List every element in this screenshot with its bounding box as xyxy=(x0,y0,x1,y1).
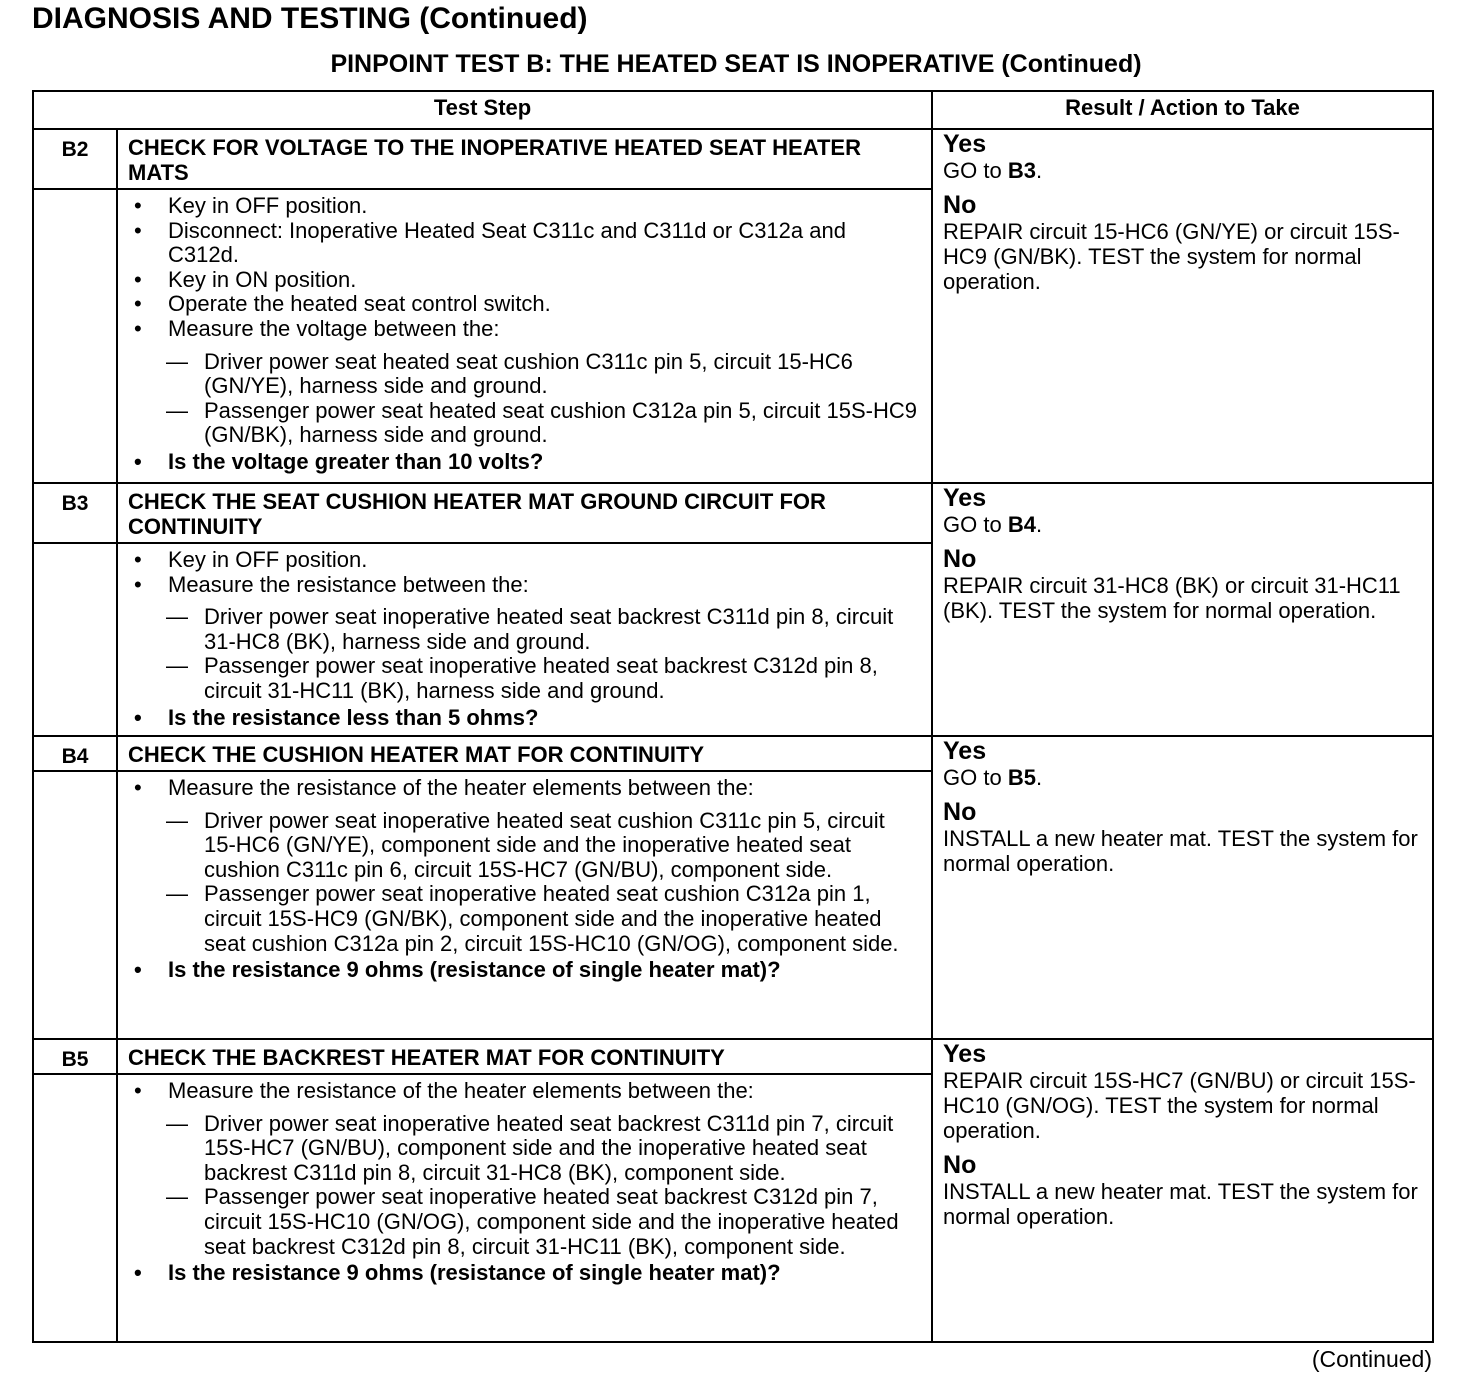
dash-container xyxy=(128,350,921,448)
step-bullet: • Operate the heated seat control switch. xyxy=(128,292,921,317)
step-dash-item: — Driver power seat inoperative heated seat backrest C311d pin 8, circuit 31-HC8 (BK), harness side and ground. xyxy=(166,605,921,654)
step-body xyxy=(117,543,932,736)
table-header-row xyxy=(33,91,1433,129)
step-question: • Is the resistance 9 ohms (resistance of single heater mat)? xyxy=(128,1261,921,1286)
step-title: CHECK THE BACKREST HEATER MAT FOR CONTINUITY xyxy=(117,1039,932,1074)
step-bullets xyxy=(128,776,921,983)
page-title: DIAGNOSIS AND TESTING (Continued) xyxy=(32,2,588,35)
yes-action: GO to xyxy=(943,765,1008,790)
step-id: B3 xyxy=(33,483,117,543)
step-body xyxy=(117,1074,932,1342)
step-dash-item: — Passenger power seat inoperative heated seat backrest C312d pin 7, circuit 15S-HC10 (GN/OG), component side and the inoperative heated seat backrest C312d pin 8, circuit 31-HC11 (BK), component side. xyxy=(166,1185,921,1259)
step-dashes xyxy=(166,1112,921,1260)
step-question: • Is the resistance less than 5 ohms? xyxy=(128,706,921,731)
step-id: B5 xyxy=(33,1039,117,1074)
yes-label: Yes xyxy=(943,1040,987,1068)
step-title-row xyxy=(33,483,1433,543)
step-id-spacer xyxy=(33,189,117,483)
yes-step-ref: B5 xyxy=(1007,765,1036,790)
dash-container xyxy=(128,1112,921,1260)
step-bullets xyxy=(128,194,921,475)
step-title-row xyxy=(33,1039,1433,1074)
no-action: REPAIR circuit 15-HC6 (GN/YE) or circuit 15S-HC9 (GN/BK). TEST the system for normal operation. xyxy=(943,219,1400,294)
step-id-spacer xyxy=(33,543,117,736)
yes-label: Yes xyxy=(943,130,987,158)
steps-body xyxy=(33,129,1433,1342)
step-result xyxy=(932,129,1433,483)
step-bullet: • Key in OFF position. xyxy=(128,194,921,219)
step-id-spacer xyxy=(33,1074,117,1342)
no-label: No xyxy=(943,798,977,826)
step-result xyxy=(932,1039,1433,1342)
step-dash-item: — Driver power seat inoperative heated seat backrest C311d pin 7, circuit 15S-HC7 (GN/BU), component side and the inoperative heated seat backrest C311d pin 8, circuit 31-HC8 (BK), component side. xyxy=(166,1112,921,1186)
continued-footer: (Continued) xyxy=(1311,1346,1432,1372)
step-title-row xyxy=(33,736,1433,771)
step-question: • Is the voltage greater than 10 volts? xyxy=(128,450,921,475)
step-title: CHECK THE CUSHION HEATER MAT FOR CONTINUITY xyxy=(117,736,932,771)
step-dash-item: — Passenger power seat heated seat cushion C312a pin 5, circuit 15S-HC9 (GN/BK), harness side and ground. xyxy=(166,399,921,448)
no-label: No xyxy=(943,191,977,219)
yes-tail: . xyxy=(1035,158,1043,183)
step-dashes xyxy=(166,605,921,703)
yes-action: GO to xyxy=(943,158,1008,183)
yes-label: Yes xyxy=(943,484,987,512)
step-id: B2 xyxy=(33,129,117,189)
step-title: CHECK FOR VOLTAGE TO THE INOPERATIVE HEATED SEAT HEATER MATS xyxy=(117,129,932,189)
step-id-spacer xyxy=(33,771,117,1039)
step-dash-item: — Passenger power seat inoperative heated seat cushion C312a pin 1, circuit 15S-HC9 (GN/BK), component side and the inoperative heated seat cushion C312a pin 2, circuit 15S-HC10 (GN/OG), component side. xyxy=(166,882,921,956)
step-bullets xyxy=(128,1079,921,1286)
pinpoint-test-title: PINPOINT TEST B: THE HEATED SEAT IS INOPERATIVE (Continued) xyxy=(330,50,1142,78)
step-bullet: • Key in ON position. xyxy=(128,268,921,293)
step-dash-item: — Driver power seat heated seat cushion C311c pin 5, circuit 15-HC6 (GN/YE), harness side and ground. xyxy=(166,350,921,399)
yes-action: GO to xyxy=(943,512,1008,537)
yes-step-ref: B4 xyxy=(1007,512,1036,537)
no-label: No xyxy=(943,545,977,573)
step-bullet: • Key in OFF position. xyxy=(128,548,921,573)
yes-tail: . xyxy=(1035,765,1043,790)
result-action-header: Result / Action to Take xyxy=(932,91,1433,129)
pinpoint-test-table xyxy=(32,90,1434,1343)
yes-tail: . xyxy=(1035,512,1043,537)
dash-container xyxy=(128,605,921,703)
step-dash-item: — Passenger power seat inoperative heated seat backrest C312d pin 8, circuit 31-HC11 (BK), harness side and ground. xyxy=(166,654,921,703)
yes-step-ref: B3 xyxy=(1007,158,1036,183)
step-bullet: • Disconnect: Inoperative Heated Seat C311c and C311d or C312a and C312d. xyxy=(128,219,921,268)
step-body xyxy=(117,771,932,1039)
step-bullet: • Measure the resistance of the heater elements between the: xyxy=(128,776,921,801)
dash-container xyxy=(128,809,921,957)
step-result xyxy=(932,483,1433,736)
step-bullet: • Measure the voltage between the: xyxy=(128,317,921,342)
step-bullet: • Measure the resistance of the heater elements between the: xyxy=(128,1079,921,1104)
no-action: INSTALL a new heater mat. TEST the system for normal operation. xyxy=(943,826,1418,876)
step-title-row xyxy=(33,129,1433,189)
yes-label: Yes xyxy=(943,737,987,765)
test-step-header: Test Step xyxy=(33,91,932,129)
step-result xyxy=(932,736,1433,1039)
step-body xyxy=(117,189,932,483)
yes-action: REPAIR circuit 15S-HC7 (GN/BU) or circuit 15S-HC10 (GN/OG). TEST the system for normal operation. xyxy=(943,1068,1416,1143)
step-dash-item: — Driver power seat inoperative heated seat cushion C311c pin 5, circuit 15-HC6 (GN/YE), component side and the inoperative heated seat cushion C311c pin 6, circuit 15S-HC7 (GN/BU), component side. xyxy=(166,809,921,883)
step-title: CHECK THE SEAT CUSHION HEATER MAT GROUND CIRCUIT FOR CONTINUITY xyxy=(117,483,932,543)
no-action: INSTALL a new heater mat. TEST the system for normal operation. xyxy=(943,1179,1418,1229)
step-question: • Is the resistance 9 ohms (resistance of single heater mat)? xyxy=(128,958,921,983)
step-id: B4 xyxy=(33,736,117,771)
step-bullets xyxy=(128,548,921,730)
step-bullet: • Measure the resistance between the: xyxy=(128,573,921,598)
no-action: REPAIR circuit 31-HC8 (BK) or circuit 31-HC11 (BK). TEST the system for normal operation. xyxy=(943,573,1401,623)
step-dashes xyxy=(166,809,921,957)
step-dashes xyxy=(166,350,921,448)
no-label: No xyxy=(943,1151,977,1179)
